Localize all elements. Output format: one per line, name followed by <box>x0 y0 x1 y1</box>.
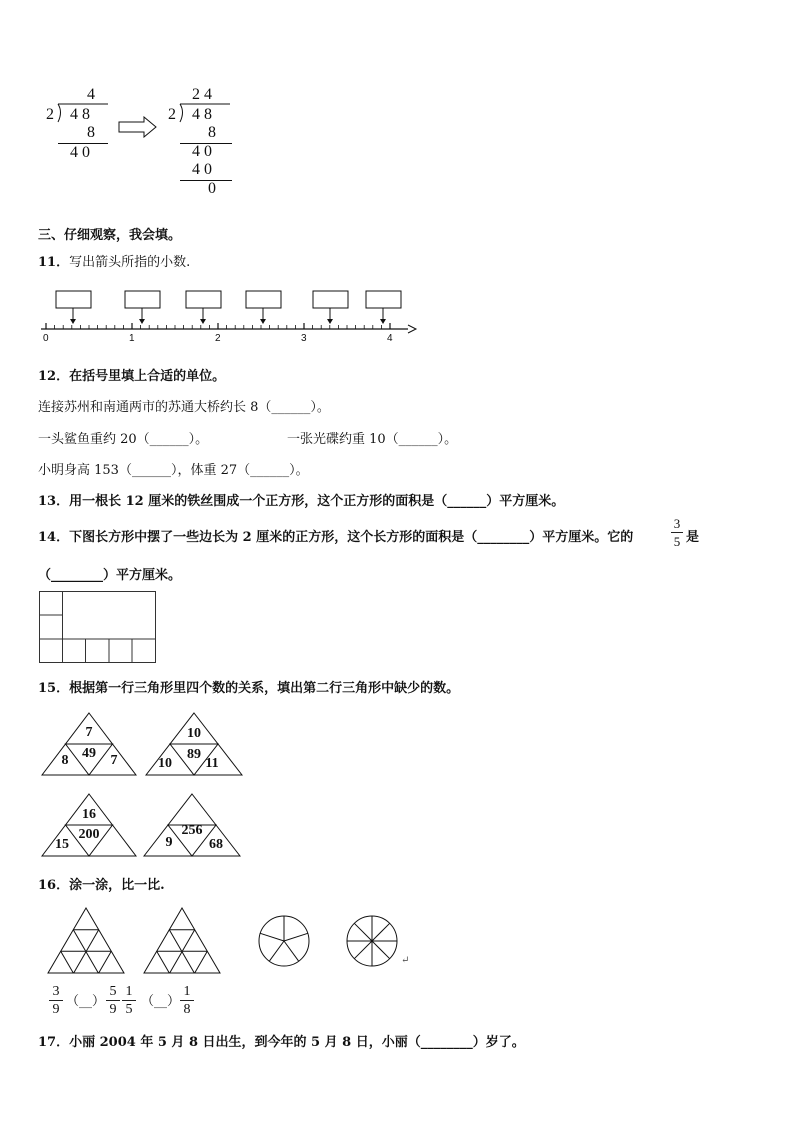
question-text: 下图长方形中摆了一些边长为 2 厘米的正方形，这个长方形的面积是（________）平方厘米。它的 <box>69 530 634 545</box>
right-quotient: 2 4 <box>192 86 212 103</box>
triangle-right-number: 68 <box>209 837 223 852</box>
triangle-center-number: 49 <box>82 746 96 761</box>
answer-box[interactable] <box>246 291 281 308</box>
question-text: 写出箭头所指的小数. <box>69 255 191 270</box>
triangle-left-number: 9 <box>165 835 173 850</box>
q12-line-2a: 一头鲨鱼重约 20（______）。 <box>38 432 209 447</box>
fraction-denominator: 5 <box>125 1002 133 1017</box>
question-16 <box>38 874 165 893</box>
question-11 <box>38 251 190 270</box>
answer-box[interactable] <box>186 291 221 308</box>
q12-line-3: 小明身高 153（______），体重 27（______）。 <box>38 463 309 478</box>
number-triangle <box>143 793 241 857</box>
triangle-right-number: 11 <box>205 756 219 771</box>
right-subtrahend-2: 4 0 <box>192 161 212 178</box>
triangle-top-number: 10 <box>187 726 201 741</box>
fraction-numerator: 1 <box>122 983 136 1001</box>
answer-box[interactable] <box>56 291 91 308</box>
number-triangle <box>145 712 243 776</box>
question-text: 在括号里填上合适的单位。 <box>69 369 226 384</box>
q12-line-1: 连接苏州和南通两市的苏通大桥约长 8（______）。 <box>38 400 330 415</box>
tick-label: 1 <box>129 333 135 344</box>
answer-box[interactable] <box>313 291 348 308</box>
q14-line-2: （________）平方厘米。 <box>38 568 182 583</box>
triangle-center-number: 89 <box>187 747 201 762</box>
triangle-grid-9[interactable] <box>143 907 221 975</box>
right-remainder-2: 0 <box>208 180 216 197</box>
left-subtrahend: 8 <box>87 124 95 141</box>
section-heading: 三、仔细观察，我会填。 <box>38 228 182 243</box>
compare-blank[interactable]: （__） <box>66 994 106 1009</box>
question-number: 11． <box>38 255 70 270</box>
tick-label: 4 <box>387 333 393 344</box>
q14-fraction <box>671 515 683 550</box>
fraction-denominator: 9 <box>109 1002 117 1017</box>
left-dividend: 4 8 <box>70 106 90 123</box>
number-triangle <box>41 712 137 776</box>
question-text: 根据第一行三角形里四个数的关系，填出第二行三角形中缺少的数。 <box>69 681 460 696</box>
triangle-left-number: 8 <box>61 753 69 768</box>
question-17 <box>38 1031 525 1050</box>
question-14 <box>38 526 633 545</box>
tick-label: 2 <box>215 333 221 344</box>
left-quotient: 4 <box>87 86 95 103</box>
tick-label: 0 <box>43 333 49 344</box>
number-line-labels <box>43 333 403 347</box>
answer-boxes <box>56 291 401 324</box>
number-line-ticks <box>46 323 390 329</box>
circle-5-parts[interactable] <box>257 914 311 968</box>
right-subtrahend-1: 8 <box>208 124 216 141</box>
question-number: 14． <box>38 530 70 545</box>
question-12 <box>38 365 225 384</box>
question-number: 13． <box>38 494 70 509</box>
triangle-center-number: 256 <box>181 823 203 838</box>
right-arrow-icon <box>118 116 158 138</box>
question-number: 17． <box>38 1035 70 1050</box>
fraction-denominator: 9 <box>52 1002 60 1017</box>
fraction-1-5 <box>122 983 136 1018</box>
triangle-top-number: 16 <box>82 807 96 822</box>
right-rule-2 <box>180 180 232 181</box>
fraction-numerator: 1 <box>180 983 194 1001</box>
rectangle-grid-figure <box>39 591 157 664</box>
question-15 <box>38 677 459 696</box>
tick-label: 3 <box>301 333 307 344</box>
left-divisor: 2 <box>46 106 54 123</box>
question-text: 涂一涂，比一比. <box>69 878 165 893</box>
answer-box[interactable] <box>125 291 160 308</box>
right-divisor: 2 <box>168 106 176 123</box>
question-number: 15． <box>38 681 70 696</box>
q12-line-2b: 一张光碟约重 10（______）。 <box>287 432 458 447</box>
question-13 <box>38 490 564 509</box>
answer-box[interactable] <box>366 291 401 308</box>
q14-text-end: 是 <box>686 530 700 545</box>
fraction-1-8 <box>180 983 194 1018</box>
triangle-grid-9[interactable] <box>47 907 125 975</box>
fraction-5-9 <box>106 983 120 1018</box>
triangle-left-number: 10 <box>158 756 172 771</box>
fraction-numerator: 5 <box>106 983 120 1001</box>
triangle-left-number: 15 <box>55 837 69 852</box>
fraction-numerator: 3 <box>49 983 63 1001</box>
triangle-center-number: 200 <box>78 827 100 842</box>
number-triangle <box>41 793 137 857</box>
fraction-denominator: 8 <box>183 1002 191 1017</box>
fraction-denominator: 5 <box>673 534 681 549</box>
triangle-right-number: 7 <box>110 753 118 768</box>
right-remainder-1: 4 0 <box>192 143 212 160</box>
return-mark: ↵ <box>401 955 410 966</box>
question-text: 小丽 2004 年 5 月 8 日出生，到今年的 5 月 8 日，小丽（________）岁了。 <box>69 1035 525 1050</box>
question-text: 用一根长 12 厘米的铁丝围成一个正方形，这个正方形的面积是（______）平方厘米。 <box>69 494 565 509</box>
circle-8-parts[interactable] <box>345 914 399 968</box>
question-number: 12． <box>38 369 70 384</box>
triangle-top-number: 7 <box>85 725 93 740</box>
fraction-numerator: 3 <box>671 515 683 533</box>
fraction-3-9 <box>49 983 63 1018</box>
left-remainder: 4 0 <box>70 144 90 161</box>
question-number: 16． <box>38 878 70 893</box>
right-dividend: 4 8 <box>192 106 212 123</box>
compare-blank[interactable]: （__） <box>141 994 181 1009</box>
